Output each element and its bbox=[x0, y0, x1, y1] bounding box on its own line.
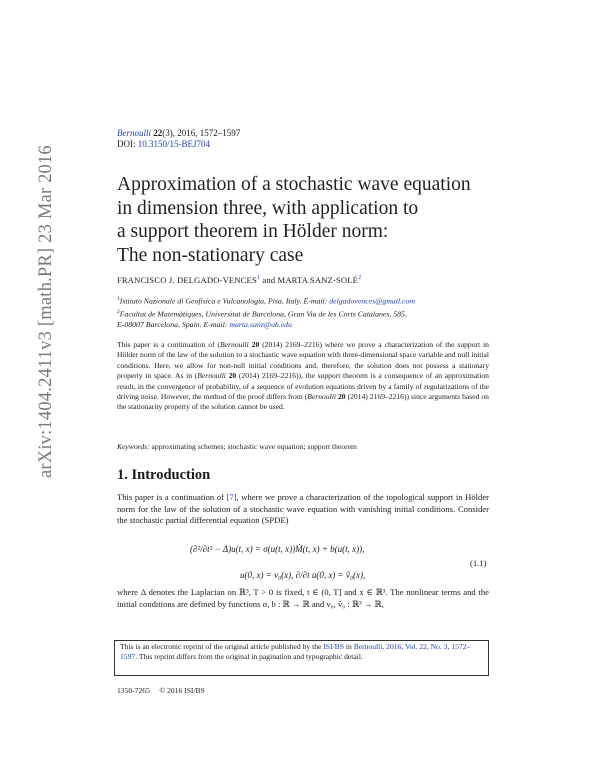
reprint-note bbox=[120, 642, 482, 663]
abstract-part-2: where we prove a characterization of the support in Hölder norm of the law of the solution to a stochastic wave equation with three-dimensional space variable and null initial conditions. Here, we allow for non-null initial conditions and, therefore, the solution does not possess a stationary property in space. As in ( bbox=[117, 340, 489, 381]
footer-issn: 1350-7265 bbox=[117, 686, 150, 695]
affiliations bbox=[117, 294, 489, 330]
intro-text-2: , where we prove a characterization of the topological support in Hölder norm for the law of the solution of a stochastic wave equation with vanishing initial conditions. Consider the stochastic partial differential equation (SPDE) bbox=[117, 492, 489, 526]
doi-label: DOI: bbox=[117, 139, 136, 149]
section-heading bbox=[117, 467, 210, 484]
abstract-ref-vol-3: 20 bbox=[337, 392, 346, 402]
author-1: FRANCISCO J. DELGADO-VENCES bbox=[117, 275, 257, 285]
note-text-2: in bbox=[343, 642, 354, 651]
title-line-2: in dimension three, with application to bbox=[117, 197, 419, 219]
affiliation-1-email[interactable]: delgadovences@gmail.com bbox=[329, 296, 416, 306]
keywords bbox=[117, 442, 489, 451]
intro-ref-link[interactable]: [7] bbox=[226, 492, 237, 502]
affiliation-2-email[interactable]: marta.sanz@ub.edu bbox=[229, 320, 292, 329]
abstract-part-1: This paper is a continuation of ( bbox=[117, 340, 221, 349]
note-bernoulli-link[interactable]: Bernoulli, 2016, Vol. 22, No. 3, 1572–1597 bbox=[120, 642, 471, 662]
abstract-ref-vol-2: 20 bbox=[228, 371, 237, 381]
affiliation-1-sup: 1 bbox=[117, 296, 120, 302]
affiliation-1-text: Istituto Nazionale di Geofisica e Vulcanologia, Pisa, Italy. E-mail: bbox=[119, 296, 328, 306]
title-line-4: The non-stationary case bbox=[117, 244, 304, 266]
abstract-ref-vol-1: 20 bbox=[251, 340, 260, 349]
footer-copyright: © 2016 ISI/BS bbox=[159, 686, 205, 695]
abstract-ref-pages-1: (2014) 2169–2216) bbox=[262, 340, 322, 349]
footer bbox=[117, 686, 205, 695]
abstract-ref-journal-1: Bernoulli bbox=[220, 340, 249, 349]
affiliation-2-line-2: E-08007 Barcelona, Spain. E-mail: bbox=[117, 320, 228, 329]
arxiv-stamp: arXiv:1404.2411v3 [math.PR] 23 Mar 2016 bbox=[36, 145, 56, 478]
journal-issue-pages: (3), 2016, 1572–1597 bbox=[162, 128, 241, 138]
journal-citation bbox=[117, 128, 240, 139]
author-2: MARTA SANZ-SOLÉ bbox=[277, 275, 359, 285]
equation-line-2: u(0, x) = v₀(x), ∂/∂t u(0, x) = ṽ₀(x), bbox=[240, 570, 366, 580]
intro-text-1: This paper is a continuation of bbox=[117, 492, 227, 502]
section-title: Introduction bbox=[131, 467, 211, 483]
doi-link[interactable]: 10.3150/15-BEJ704 bbox=[137, 139, 211, 149]
abstract-part-3: ), the support theorem is a consequence of an approximation result, in the convergence of probability, of a sequence of evolution equations driven by a family of regularizations of the driving noise. However, the method of the proof differs from ( bbox=[117, 371, 489, 402]
authors bbox=[117, 275, 361, 285]
affiliation-2-line-1: Facultat de Matemàtiques, Universitat de Barcelona, Gran Via de les Corts Catalanes, 585, bbox=[119, 309, 407, 319]
title-line-1: Approximation of a stochastic wave equation bbox=[117, 174, 471, 195]
intro-paragraph bbox=[117, 492, 489, 527]
doi-line bbox=[117, 139, 240, 150]
abstract bbox=[117, 340, 489, 413]
journal-name-link[interactable]: Bernoulli bbox=[117, 128, 151, 138]
keywords-label: Keywords: bbox=[117, 442, 150, 451]
affiliation-2 bbox=[117, 307, 489, 320]
abstract-ref-pages-3: (2014) 2169–2216) bbox=[347, 392, 407, 402]
affiliation-2-cont bbox=[117, 320, 489, 330]
abstract-ref-journal-2: Bernoulli bbox=[197, 371, 226, 381]
title-line-3: a support theorem in Hölder norm: bbox=[117, 221, 389, 242]
section-number: 1. bbox=[117, 467, 128, 483]
journal-header bbox=[117, 128, 240, 150]
keywords-text: approximating schemes; stochastic wave equation; support theorem bbox=[149, 442, 357, 451]
equation-number: (1.1) bbox=[470, 558, 487, 568]
note-isibs-link[interactable]: ISI/BS bbox=[323, 642, 344, 651]
abstract-ref-pages-2: (2014) 2169–2216) bbox=[238, 371, 299, 381]
abstract-part-4: ) since arguments based on the stationarity property of the solution cannot be used. bbox=[117, 392, 489, 412]
paper-title bbox=[117, 173, 527, 267]
abstract-ref-journal-3: Bernoulli bbox=[307, 392, 336, 402]
affiliation-1 bbox=[117, 294, 489, 307]
affiliation-2-sup: 2 bbox=[117, 309, 120, 315]
equation-line-1: (∂²/∂t² − Δ)u(t, x) = σ(u(t, x))Ṁ(t, x) + b(u(t, x)), bbox=[190, 544, 365, 554]
author-1-sup[interactable]: 1 bbox=[256, 275, 261, 282]
after-equation-paragraph: where Δ denotes the Laplacian on ℝ³, T > 0 is fixed, t ∈ (0, T] and x ∈ ℝ³. The nonlinear terms and the initial conditions are defined by functions σ, b : ℝ → ℝ and v₀, ṽ₀ : ℝ³ → ℝ, bbox=[117, 587, 489, 609]
journal-volume: 22 bbox=[153, 128, 163, 138]
authors-and: and bbox=[262, 275, 276, 285]
author-2-sup[interactable]: 2 bbox=[358, 275, 362, 282]
note-text-3: . This reprint differs from the original in pagination and typographic detail. bbox=[135, 652, 363, 662]
note-text-1: This is an electronic reprint of the original article published by the bbox=[120, 642, 324, 651]
